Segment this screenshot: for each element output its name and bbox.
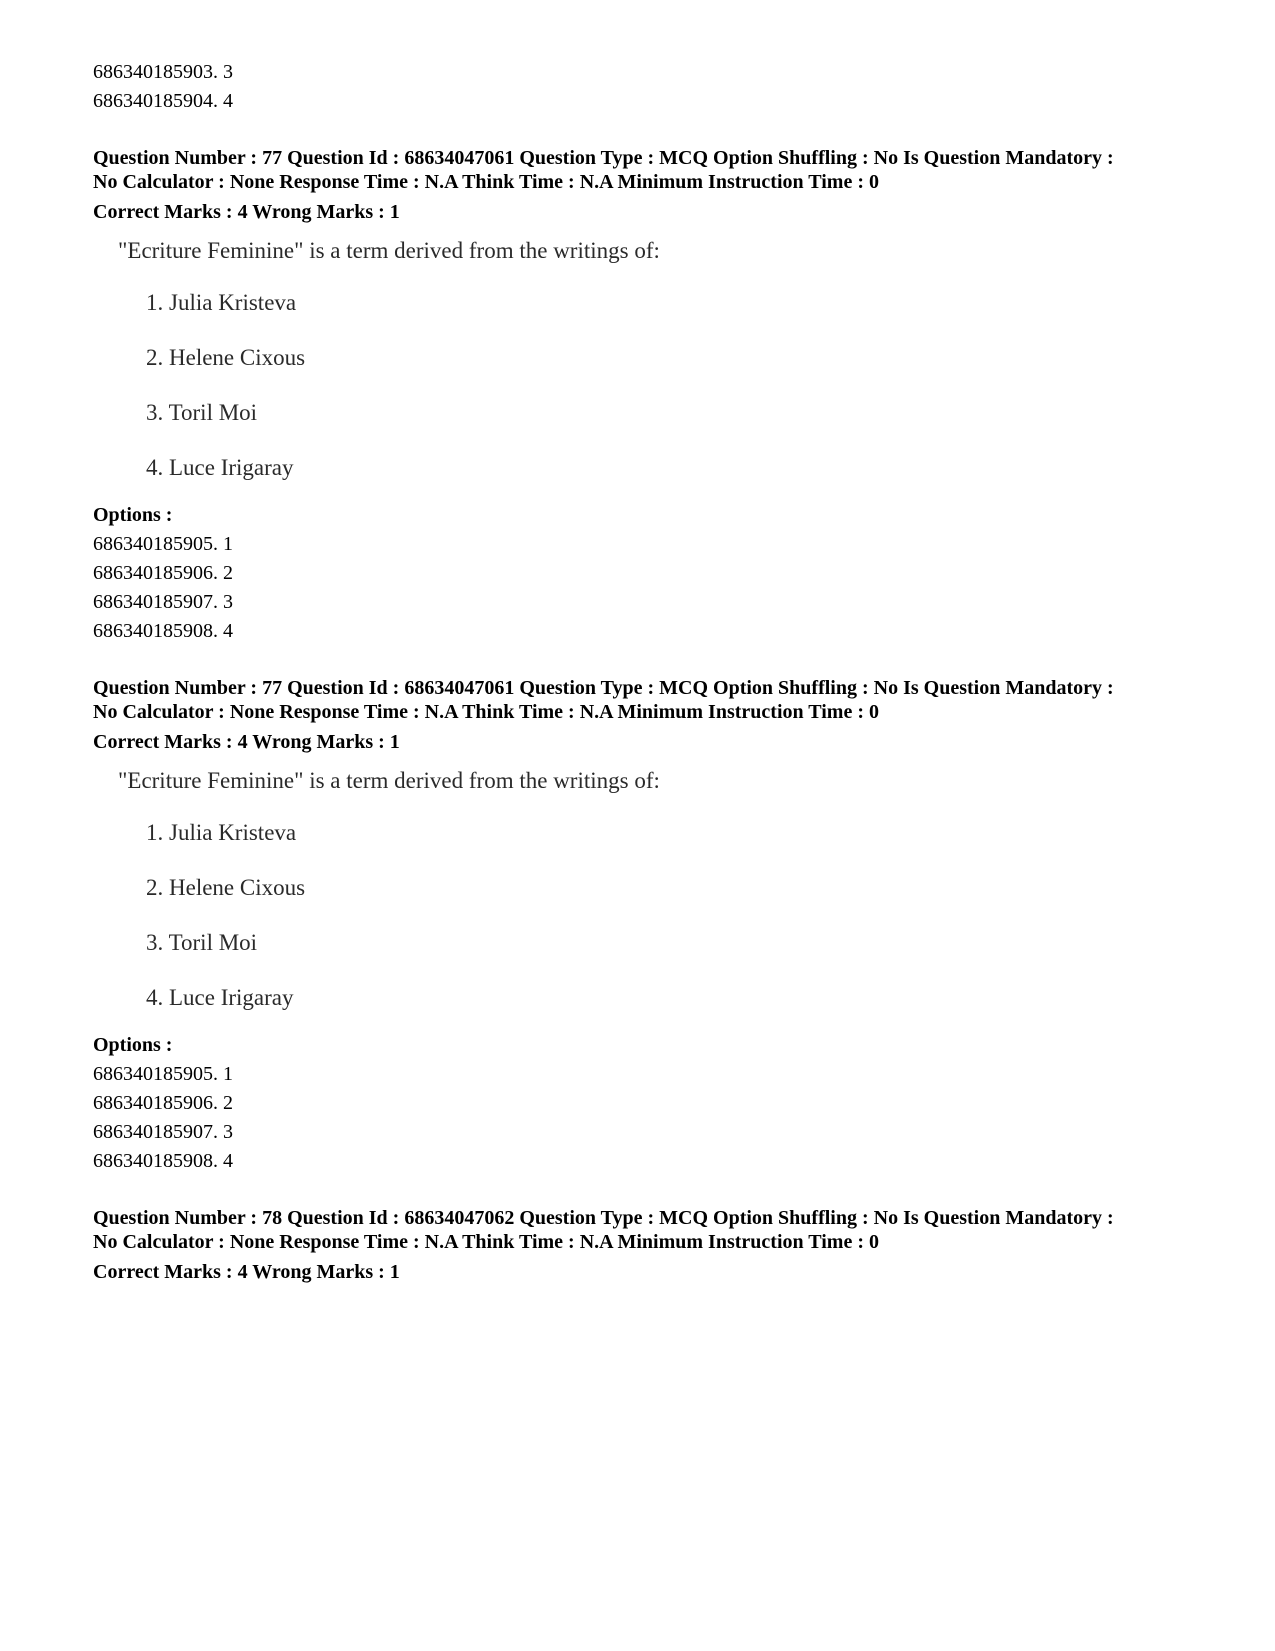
- option-line: 686340185905. 1: [93, 1063, 233, 1085]
- question-image: [93, 236, 1213, 483]
- document-page: [93, 58, 1213, 1284]
- question-choice: 4. Luce Irigaray: [146, 985, 294, 1010]
- option-line: 686340185907. 3: [93, 1121, 233, 1143]
- question-marks: Correct Marks : 4 Wrong Marks : 1: [93, 1261, 400, 1283]
- options-label: Options :: [93, 504, 173, 526]
- question-block: [93, 676, 1213, 1176]
- option-line: 686340185906. 2: [93, 562, 233, 584]
- question-image: [93, 766, 1213, 1013]
- question-marks: Correct Marks : 4 Wrong Marks : 1: [93, 731, 400, 753]
- option-line: 686340185906. 2: [93, 1092, 233, 1114]
- question-block: [93, 146, 1213, 646]
- question-header-line1: Question Number : 78 Question Id : 68634047062 Question Type : MCQ Option Shuffling : No Is Question Mandatory :: [93, 1207, 1114, 1229]
- question-header-line2: No Calculator : None Response Time : N.A Think Time : N.A Minimum Instruction Time : 0: [93, 171, 879, 193]
- question-header-line2: No Calculator : None Response Time : N.A Think Time : N.A Minimum Instruction Time : 0: [93, 701, 879, 723]
- question-marks: Correct Marks : 4 Wrong Marks : 1: [93, 201, 400, 223]
- question-stem: "Ecriture Feminine" is a term derived from the writings of:: [118, 768, 660, 793]
- option-line: 686340185907. 3: [93, 591, 233, 613]
- question-choice: 3. Toril Moi: [146, 930, 258, 955]
- question-choice: 3. Toril Moi: [146, 400, 258, 425]
- question-choice: 4. Luce Irigaray: [146, 455, 294, 480]
- options-label: Options :: [93, 1034, 173, 1056]
- previous-options-list: [93, 58, 1213, 116]
- question-choice: 1. Julia Kristeva: [146, 290, 297, 315]
- option-line: 686340185908. 4: [93, 620, 233, 642]
- question-block: [93, 1206, 1213, 1284]
- question-choice: 1. Julia Kristeva: [146, 820, 297, 845]
- question-choice: 2. Helene Cixous: [146, 345, 306, 370]
- question-header-line2: No Calculator : None Response Time : N.A Think Time : N.A Minimum Instruction Time : 0: [93, 1231, 879, 1253]
- option-line: 686340185905. 1: [93, 533, 233, 555]
- option-line: 686340185904. 4: [93, 90, 233, 112]
- question-stem: "Ecriture Feminine" is a term derived from the writings of:: [118, 238, 660, 263]
- option-line: 686340185903. 3: [93, 61, 233, 83]
- option-line: 686340185908. 4: [93, 1150, 233, 1172]
- question-header-line1: Question Number : 77 Question Id : 68634047061 Question Type : MCQ Option Shuffling : No Is Question Mandatory :: [93, 147, 1114, 169]
- question-header-line1: Question Number : 77 Question Id : 68634047061 Question Type : MCQ Option Shuffling : No Is Question Mandatory :: [93, 677, 1114, 699]
- question-choice: 2. Helene Cixous: [146, 875, 306, 900]
